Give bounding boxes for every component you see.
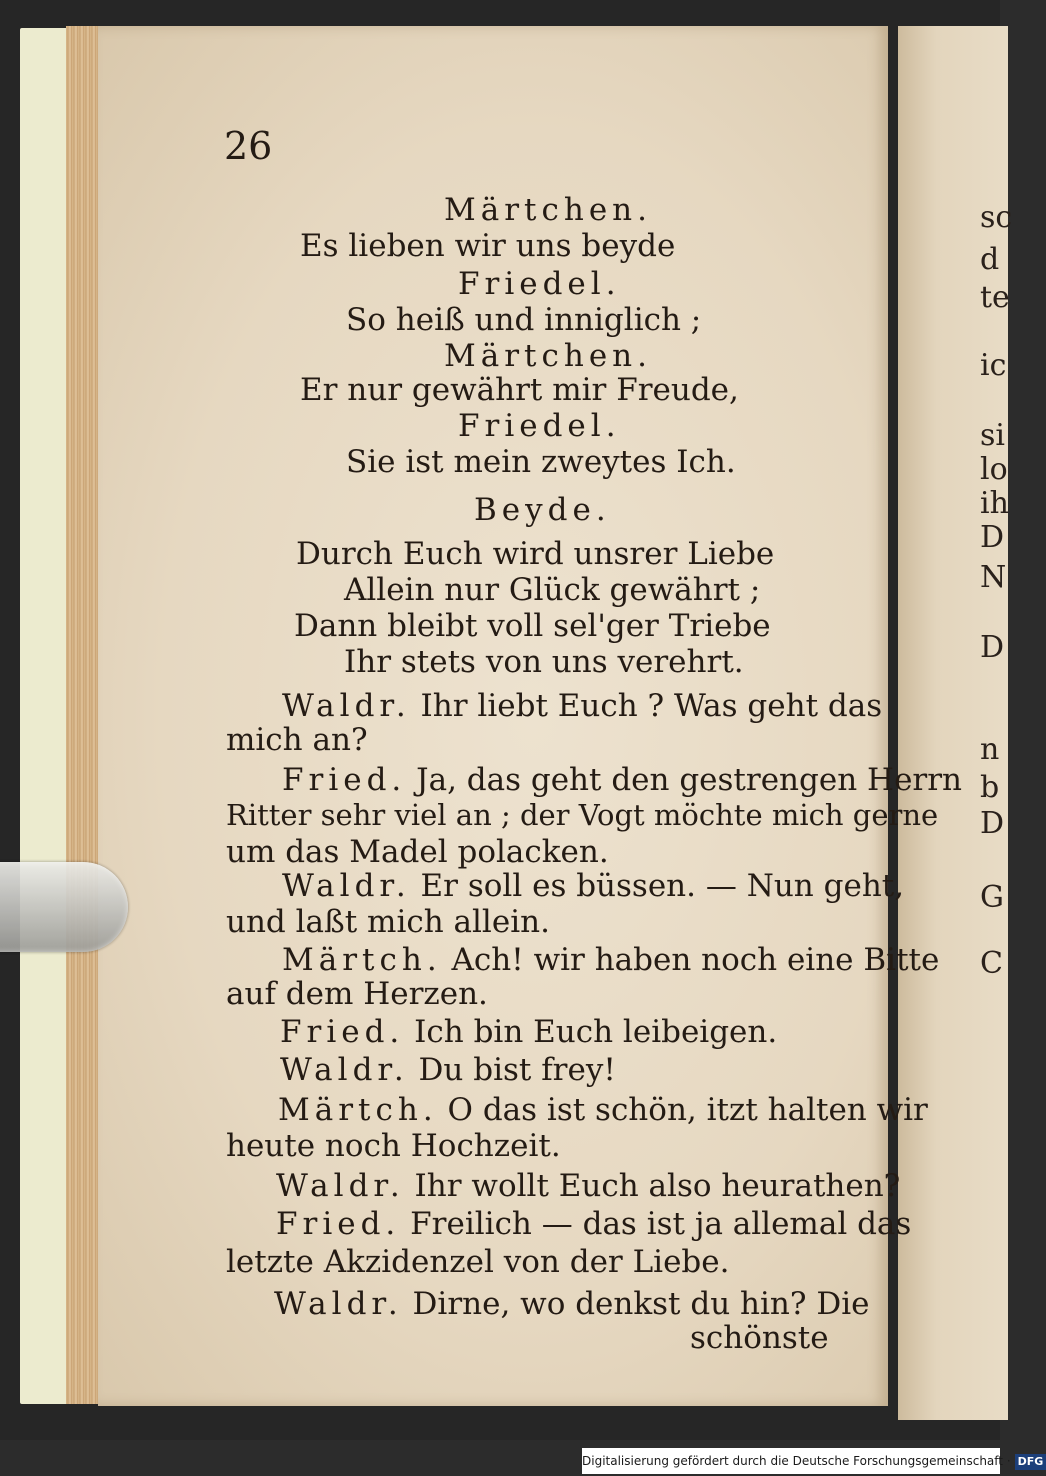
facing-page: [898, 26, 1008, 1420]
dfg-logo: DFG: [1015, 1454, 1046, 1470]
dialogue-text: O das ist schön, itzt halten wir: [447, 1092, 928, 1128]
dialogue-line: Ritter sehr viel an ; der Vogt möchte mich gerne: [226, 798, 939, 832]
verse-line: So heiß und inniglich ;: [346, 302, 702, 338]
dialogue-line: [278, 1092, 928, 1128]
facing-fragment: C: [980, 946, 1003, 981]
verse-line: Er nur gewährt mir Freude,: [300, 372, 739, 408]
dialogue-text: Du bist frey!: [418, 1052, 616, 1088]
facing-fragment: si: [980, 418, 1005, 453]
facing-fragment: G: [980, 880, 1004, 915]
speaker-label: Friedel.: [458, 408, 621, 444]
dialogue-line: letzte Akzidenzel von der Liebe.: [226, 1244, 730, 1280]
dialogue-text: Freilich — das ist ja allemal das: [410, 1206, 912, 1242]
dialogue-text: Ihr wollt Euch also heurathen?: [414, 1168, 901, 1204]
speaker-label: Märtchen.: [444, 338, 652, 374]
verse-line: Dann bleibt voll sel'ger Triebe: [294, 608, 771, 644]
speaker-label: Waldr.: [282, 688, 411, 724]
speaker-label: Märtchen.: [444, 192, 652, 228]
facing-fragment: N: [980, 560, 1007, 595]
speaker-label: Friedel.: [458, 266, 621, 302]
dialogue-line: [282, 688, 882, 724]
dialogue-text: Dirne, wo denkst du hin? Die: [412, 1286, 870, 1322]
speaker-label: Märtch.: [282, 942, 442, 978]
dialogue-line: und laßt mich allein.: [226, 904, 550, 940]
verse-line: Allein nur Glück gewährt ;: [344, 572, 761, 608]
facing-fragment: d: [980, 242, 1000, 277]
facing-fragment: sc: [980, 200, 1013, 235]
facing-fragment: D: [980, 630, 1005, 665]
dialogue-line: um das Madel polacken.: [226, 834, 609, 870]
speaker-label: Fried.: [282, 762, 407, 798]
catchword: schönste: [690, 1320, 829, 1356]
verse-line: Es lieben wir uns beyde: [300, 228, 676, 264]
dialogue-line: [276, 1206, 911, 1242]
dialogue-line: [282, 762, 962, 798]
dialogue-line: mich an?: [226, 722, 368, 758]
dialogue-line: [276, 1168, 900, 1204]
facing-fragment: n: [980, 732, 1000, 767]
footer-text: Digitalisierung gefördert durch die Deutsche Forschungsgemeinschaft ·: [582, 1454, 1011, 1468]
dialogue-text: Ach! wir haben noch eine Bitte: [451, 942, 940, 978]
speaker-label: Märtch.: [278, 1092, 438, 1128]
verse-line: Sie ist mein zweytes Ich.: [346, 444, 736, 480]
facing-fragment: ih: [980, 486, 1009, 521]
dialogue-line: heute noch Hochzeit.: [226, 1128, 561, 1164]
facing-fragment: D: [980, 806, 1005, 841]
verse-line: Ihr stets von uns verehrt.: [344, 644, 744, 680]
facing-fragment: D: [980, 520, 1005, 555]
speaker-label: Fried.: [276, 1206, 401, 1242]
dialogue-line: [274, 1286, 869, 1322]
speaker-label: Waldr.: [274, 1286, 403, 1322]
dialogue-text: Ja, das geht den gestrengen Herrn: [416, 762, 963, 798]
facing-fragment: b: [980, 770, 1000, 805]
scanner-clip: [0, 862, 128, 952]
dialogue-line: auf dem Herzen.: [226, 976, 488, 1012]
speaker-label: Waldr.: [276, 1168, 405, 1204]
facing-fragment: lo: [980, 452, 1008, 487]
facing-fragment: te: [980, 280, 1010, 315]
dialogue-line: [282, 868, 904, 904]
speaker-label: Waldr.: [282, 868, 411, 904]
speaker-label: Beyde.: [474, 492, 611, 528]
dialogue-text: Ihr liebt Euch ? Was geht das: [420, 688, 883, 724]
dialogue-line: [280, 1014, 777, 1050]
dialogue-text: Ich bin Euch leibeigen.: [414, 1014, 778, 1050]
facing-fragment: ic: [980, 348, 1007, 383]
dialogue-text: Er soll es büssen. — Nun geht,: [420, 868, 905, 904]
dialogue-line: [282, 942, 939, 978]
speaker-label: Waldr.: [280, 1052, 409, 1088]
verse-line: Durch Euch wird unsrer Liebe: [296, 536, 775, 572]
dialogue-line: [280, 1052, 616, 1088]
digitization-footer: [582, 1448, 1044, 1474]
page-number: 26: [224, 124, 273, 168]
speaker-label: Fried.: [280, 1014, 405, 1050]
